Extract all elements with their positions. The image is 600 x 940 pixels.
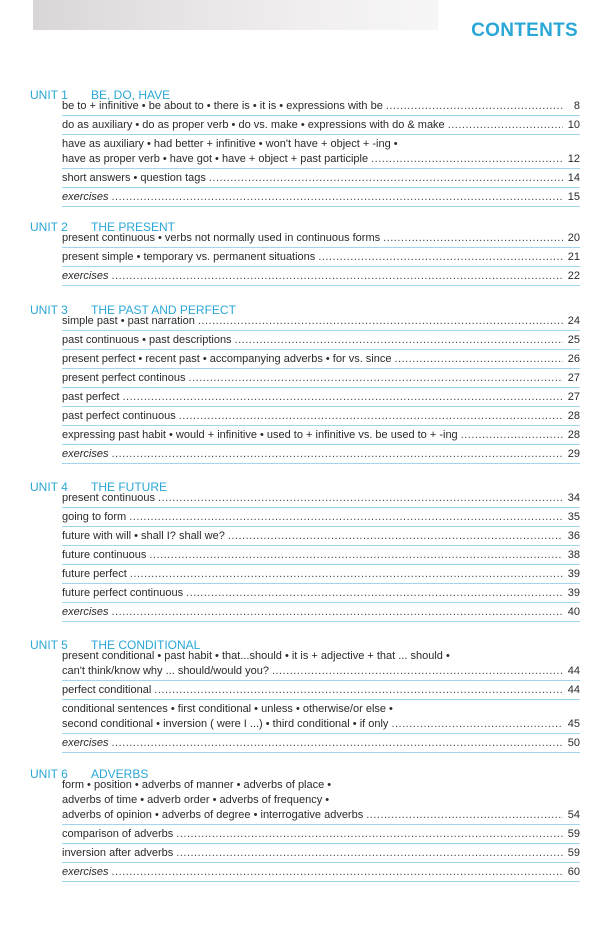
unit-title: THE FUTURE: [91, 480, 167, 494]
toc-entry[interactable]: [62, 736, 580, 751]
dot-leader: [448, 118, 563, 133]
entry-divider: [62, 187, 580, 188]
page-number: 22: [567, 270, 580, 282]
dot-leader: [130, 567, 563, 582]
toc-entry[interactable]: [62, 171, 580, 186]
dot-leader: [395, 352, 564, 367]
toc-entry-line: [62, 827, 580, 842]
toc-entry[interactable]: [62, 778, 580, 823]
toc-entry[interactable]: [62, 231, 580, 246]
toc-entry[interactable]: [62, 390, 580, 405]
page-number: 39: [567, 568, 580, 580]
toc-entry-text: form • position • adverbs of manner • adverbs of place •: [62, 779, 332, 791]
entry-divider: [62, 463, 580, 464]
page-number: 40: [567, 606, 580, 618]
unit-title: BE, DO, HAVE: [91, 88, 171, 102]
unit-number: UNIT 2: [30, 220, 68, 234]
toc-entry-line: [62, 428, 580, 443]
toc-entry[interactable]: [62, 510, 580, 525]
toc-entry-text: present continuous • verbs not normally used in continuous forms: [62, 232, 381, 244]
toc-entry[interactable]: [62, 491, 580, 506]
unit-number: UNIT 1: [30, 88, 68, 102]
toc-entry[interactable]: [62, 683, 580, 698]
dot-leader: [158, 491, 563, 506]
entry-divider: [62, 526, 580, 527]
toc-entry-text: present perfect • recent past • accompanying adverbs • for vs. since: [62, 353, 392, 365]
page-number: 24: [567, 315, 580, 327]
toc-entry-line: [62, 371, 580, 386]
dot-leader: [179, 409, 563, 424]
unit-number: UNIT 6: [30, 767, 68, 781]
page-title: CONTENTS: [471, 20, 578, 41]
unit-title: ADVERBS: [91, 767, 149, 781]
dot-leader: [366, 808, 563, 823]
toc-entry-text: future continuous: [62, 549, 147, 561]
dot-leader: [235, 333, 563, 348]
toc-entry-text: exercises: [62, 606, 109, 618]
toc-entry-text: past continuous • past descriptions: [62, 334, 232, 346]
dot-leader: [386, 99, 563, 114]
entry-divider: [62, 881, 580, 882]
toc-entry-line: [62, 231, 580, 246]
toc-entry-text: present simple • temporary vs. permanent situations: [62, 251, 316, 263]
toc-entry-line: [62, 717, 580, 732]
toc-entry-line: [62, 152, 580, 167]
toc-entry[interactable]: [62, 567, 580, 582]
toc-entry[interactable]: [62, 99, 580, 114]
toc-entry-text: perfect conditional: [62, 684, 152, 696]
toc-entry[interactable]: [62, 190, 580, 205]
page-number: 28: [567, 429, 580, 441]
page-number: 59: [567, 828, 580, 840]
toc-entry-line: [62, 118, 580, 133]
toc-entry-text: exercises: [62, 191, 109, 203]
toc-entry-text: past perfect: [62, 391, 120, 403]
toc-entry[interactable]: [62, 118, 580, 133]
toc-entry-line: [62, 736, 580, 751]
dot-leader: [318, 250, 563, 265]
page-number: 10: [567, 119, 580, 131]
toc-entry[interactable]: [62, 548, 580, 563]
entry-divider: [62, 266, 580, 267]
toc-entry-text: do as auxiliary • do as proper verb • do vs. make • expressions with do & make: [62, 119, 445, 131]
toc-entry-text: exercises: [62, 866, 109, 878]
dot-leader: [111, 447, 563, 462]
entry-divider: [62, 406, 580, 407]
toc-entry-line: [62, 171, 580, 186]
toc-entry-line: [62, 269, 580, 284]
unit-number: UNIT 3: [30, 303, 68, 317]
dot-leader: [461, 428, 563, 443]
dot-leader: [176, 827, 563, 842]
entry-divider: [62, 699, 580, 700]
toc-entry-line: [62, 333, 580, 348]
page-number: 35: [567, 511, 580, 523]
entry-divider: [62, 206, 580, 207]
dot-leader: [111, 190, 563, 205]
toc-entry[interactable]: [62, 333, 580, 348]
page-number: 20: [567, 232, 580, 244]
entry-divider: [62, 843, 580, 844]
entry-divider: [62, 583, 580, 584]
toc-entry-text: present perfect continous: [62, 372, 186, 384]
entry-divider: [62, 621, 580, 622]
toc-entry-text: adverbs of opinion • adverbs of degree • interrogative adverbs: [62, 809, 364, 821]
toc-entry-line: [62, 605, 580, 620]
toc-entry-text: exercises: [62, 737, 109, 749]
toc-entry-text: short answers • question tags: [62, 172, 206, 184]
toc-entry-line: [62, 808, 580, 823]
toc-entry-line: [62, 683, 580, 698]
toc-entry[interactable]: [62, 529, 580, 544]
entry-divider: [62, 425, 580, 426]
toc-entry-line: [62, 664, 580, 679]
page-number: 38: [567, 549, 580, 561]
toc-entry-line: [62, 846, 580, 861]
toc-entry[interactable]: [62, 605, 580, 620]
toc-entry-text: inversion after adverbs: [62, 847, 174, 859]
toc-entry[interactable]: [62, 865, 580, 880]
dot-leader: [149, 548, 563, 563]
toc-entry-line: [62, 352, 580, 367]
toc-entry[interactable]: [62, 428, 580, 443]
entry-divider: [62, 168, 580, 169]
dot-leader: [154, 683, 563, 698]
dot-leader: [383, 231, 563, 246]
toc-entry-line: [62, 548, 580, 563]
toc-entry-text: simple past • past narration: [62, 315, 195, 327]
entry-divider: [62, 862, 580, 863]
header-band: [33, 0, 438, 30]
toc-entry[interactable]: [62, 846, 580, 861]
toc-entry[interactable]: [62, 250, 580, 265]
toc-entry-line: [62, 510, 580, 525]
toc-entry-text: have as proper verb • have got • have + object + past participle: [62, 153, 369, 165]
page-number: 36: [567, 530, 580, 542]
entry-divider: [62, 444, 580, 445]
toc-entry-text: second conditional • inversion ( were I ...) • third conditional • if only: [62, 718, 389, 730]
unit-title: THE CONDITIONAL: [91, 638, 201, 652]
page-number: 8: [573, 100, 580, 112]
entry-divider: [62, 564, 580, 565]
toc-entry[interactable]: [62, 649, 580, 679]
toc-entry-line: [62, 314, 580, 329]
toc-entry[interactable]: [62, 137, 580, 167]
entry-divider: [62, 507, 580, 508]
toc-entry-text: past perfect continuous: [62, 410, 176, 422]
entry-divider: [62, 680, 580, 681]
page-number: 50: [567, 737, 580, 749]
toc-entry[interactable]: [62, 314, 580, 329]
toc-entry-line: [62, 529, 580, 544]
toc-entry[interactable]: [62, 702, 580, 732]
toc-entry-text: comparison of adverbs: [62, 828, 174, 840]
page-number: 59: [567, 847, 580, 859]
unit-number: UNIT 4: [30, 480, 68, 494]
toc-entry-text: present conditional • past habit • that...should • it is + adjective + that ... should •: [62, 650, 450, 662]
toc-entry-text: adverbs of time • adverb order • adverbs of frequency •: [62, 794, 330, 806]
toc-entry-line: [62, 491, 580, 506]
dot-leader: [371, 152, 563, 167]
dot-leader: [228, 529, 563, 544]
entry-divider: [62, 368, 580, 369]
page-number: 39: [567, 587, 580, 599]
unit-number: UNIT 5: [30, 638, 68, 652]
dot-leader: [189, 371, 563, 386]
toc-entry-line: [62, 586, 580, 601]
unit-title: THE PAST AND PERFECT: [91, 303, 236, 317]
toc-entry[interactable]: [62, 269, 580, 284]
dot-leader: [209, 171, 563, 186]
dot-leader: [111, 605, 563, 620]
entry-divider: [62, 602, 580, 603]
page-number: 45: [567, 718, 580, 730]
entry-divider: [62, 349, 580, 350]
toc-entry-text: have as auxiliary • had better + infinitive • won't have + object + -ing •: [62, 138, 398, 150]
page-number: 27: [567, 391, 580, 403]
entry-divider: [62, 134, 580, 135]
entry-divider: [62, 545, 580, 546]
toc-entry-line: [62, 390, 580, 405]
toc-entry[interactable]: [62, 409, 580, 424]
entry-divider: [62, 115, 580, 116]
page-number: 34: [567, 492, 580, 504]
entry-divider: [62, 330, 580, 331]
dot-leader: [111, 736, 563, 751]
toc-entry-text: expressing past habit • would + infinitive • used to + infinitive vs. be used to + -ing: [62, 429, 458, 441]
page-number: 14: [567, 172, 580, 184]
toc-entry-line: [62, 409, 580, 424]
page-number: 54: [567, 809, 580, 821]
entry-divider: [62, 752, 580, 753]
unit-title: THE PRESENT: [91, 220, 176, 234]
toc-entry[interactable]: [62, 371, 580, 386]
dot-leader: [272, 664, 563, 679]
toc-entry[interactable]: [62, 586, 580, 601]
page-number: 29: [567, 448, 580, 460]
toc-entry-line: [62, 99, 580, 114]
toc-entry-text: exercises: [62, 270, 109, 282]
page-number: 28: [567, 410, 580, 422]
entry-divider: [62, 824, 580, 825]
toc-entry-text: present continuous: [62, 492, 155, 504]
dot-leader: [129, 510, 563, 525]
toc-entry-line: [62, 447, 580, 462]
page-number: 25: [567, 334, 580, 346]
dot-leader: [176, 846, 563, 861]
toc-entry-text: going to form: [62, 511, 127, 523]
toc-entry-line: [62, 567, 580, 582]
page-number: 44: [567, 684, 580, 696]
toc-entry-text: future perfect continuous: [62, 587, 184, 599]
page-number: 44: [567, 665, 580, 677]
entry-divider: [62, 387, 580, 388]
toc-entry-text: future perfect: [62, 568, 127, 580]
page-number: 12: [567, 153, 580, 165]
page-number: 15: [567, 191, 580, 203]
toc-entry-text: exercises: [62, 448, 109, 460]
toc-entry-line: [62, 250, 580, 265]
dot-leader: [122, 390, 563, 405]
page-number: 27: [567, 372, 580, 384]
dot-leader: [198, 314, 563, 329]
page-number: 26: [567, 353, 580, 365]
dot-leader: [391, 717, 563, 732]
entry-divider: [62, 285, 580, 286]
toc-entry-line: [62, 190, 580, 205]
toc-entry[interactable]: [62, 827, 580, 842]
toc-entry-line: [62, 865, 580, 880]
page-number: 60: [567, 866, 580, 878]
dot-leader: [111, 269, 563, 284]
page-number: 21: [567, 251, 580, 263]
toc-entry[interactable]: [62, 447, 580, 462]
entry-divider: [62, 733, 580, 734]
toc-entry-text: can't think/know why ... should/would you?: [62, 665, 269, 677]
toc-entry[interactable]: [62, 352, 580, 367]
dot-leader: [186, 586, 563, 601]
dot-leader: [111, 865, 563, 880]
entry-divider: [62, 247, 580, 248]
toc-entry-text: be to + infinitive • be about to • there is • it is • expressions with be: [62, 100, 383, 112]
toc-entry-text: conditional sentences • first conditional • unless • otherwise/or else •: [62, 703, 393, 715]
toc-entry-text: future with will • shall I? shall we?: [62, 530, 225, 542]
